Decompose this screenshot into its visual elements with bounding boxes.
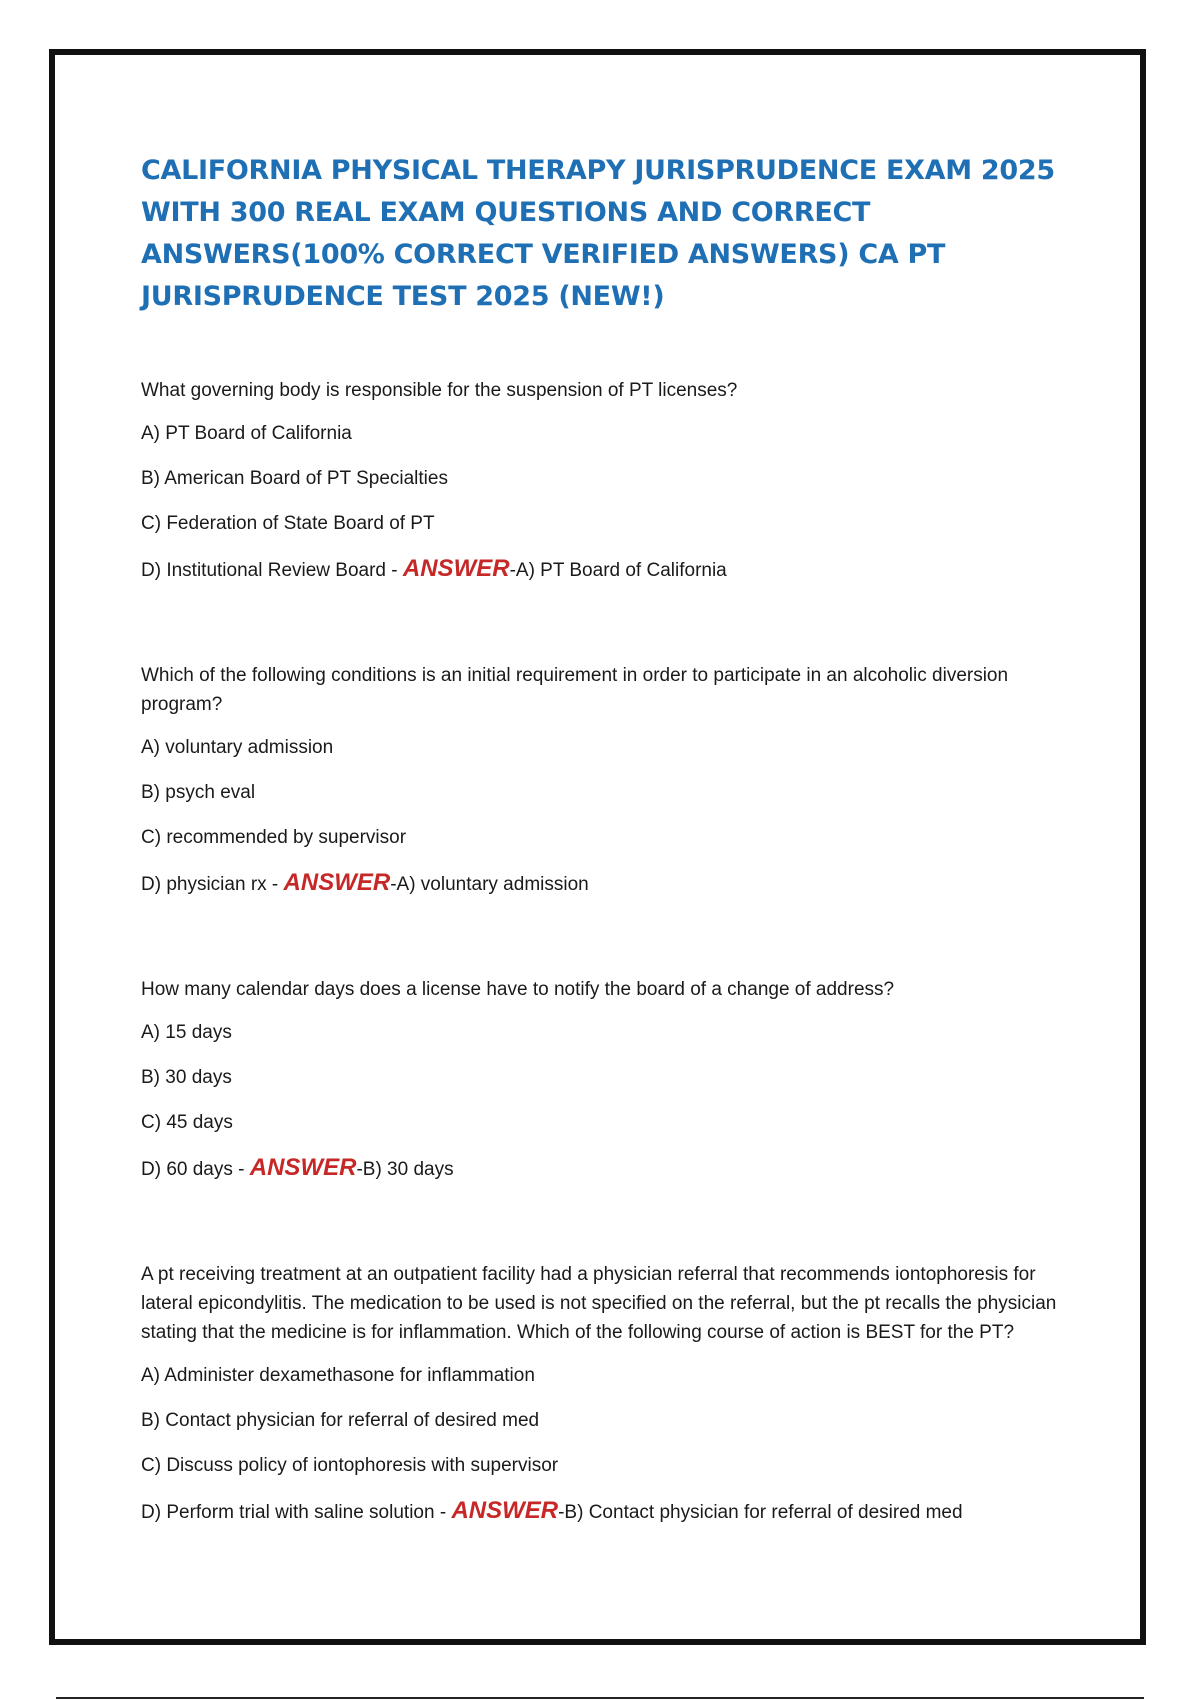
question-text: What governing body is responsible for the suspension of PT licenses? xyxy=(141,380,738,401)
option-c: C) Federation of State Board of PT xyxy=(141,513,435,534)
answer-label: ANSWER xyxy=(283,869,391,896)
option-a: A) voluntary admission xyxy=(141,737,334,758)
option-b: B) Contact physician for referral of desired med xyxy=(141,1410,540,1431)
option-d-with-answer xyxy=(141,1153,1071,1184)
option-d: D) Perform trial with saline solution - xyxy=(141,1502,452,1523)
question-text: Which of the following conditions is an initial requirement in order to participate in an alcoholic diversion program? xyxy=(141,665,1009,715)
correct-answer: -B) 30 days xyxy=(356,1159,454,1180)
correct-answer: -A) voluntary admission xyxy=(390,874,589,895)
question-text: How many calendar days does a license have to notify the board of a change of address? xyxy=(141,979,895,1000)
option-c: C) recommended by supervisor xyxy=(141,827,407,848)
option-a: A) Administer dexamethasone for inflammation xyxy=(141,1365,535,1386)
page-frame xyxy=(49,49,1146,1645)
page-content xyxy=(141,150,1071,1527)
option-b: B) 30 days xyxy=(141,1067,232,1088)
option-b: B) American Board of PT Specialties xyxy=(141,468,448,489)
question-block xyxy=(141,1260,1071,1527)
option-d-with-answer xyxy=(141,554,1071,585)
answer-label: ANSWER xyxy=(402,555,510,582)
option-b: B) psych eval xyxy=(141,782,256,803)
question-text: A pt receiving treatment at an outpatient facility had a physician referral that recommends iontophoresis for lateral epicondylitis. The medication to be used is not specified on the referral, but the pt recalls the physician stating that the medicine is for inflammation. Which of the following course of action is BEST for the PT? xyxy=(141,1264,1057,1343)
option-c: C) 45 days xyxy=(141,1112,233,1133)
answer-label: ANSWER xyxy=(249,1154,357,1181)
option-a: A) 15 days xyxy=(141,1022,232,1043)
question-block xyxy=(141,975,1071,1184)
option-d: D) Institutional Review Board - xyxy=(141,560,403,581)
option-d: D) 60 days - xyxy=(141,1159,250,1180)
option-d-with-answer xyxy=(141,1496,1071,1527)
option-d-with-answer xyxy=(141,868,1071,899)
option-d: D) physician rx - xyxy=(141,874,284,895)
correct-answer: -A) PT Board of California xyxy=(509,560,727,581)
answer-label: ANSWER xyxy=(451,1497,559,1524)
question-block xyxy=(141,661,1071,899)
page-bottom-rule xyxy=(56,1697,1144,1699)
correct-answer: -B) Contact physician for referral of desired med xyxy=(558,1502,963,1523)
option-a: A) PT Board of California xyxy=(141,423,352,444)
document-title: CALIFORNIA PHYSICAL THERAPY JURISPRUDENCE EXAM 2025 WITH 300 REAL EXAM QUESTIONS AND CORRECT ANSWERS(100% CORRECT VERIFIED ANSWERS) CA PT JURISPRUDENCE TEST 2025 (NEW!) xyxy=(141,155,1055,312)
option-c: C) Discuss policy of iontophoresis with supervisor xyxy=(141,1455,559,1476)
question-block xyxy=(141,376,1071,585)
